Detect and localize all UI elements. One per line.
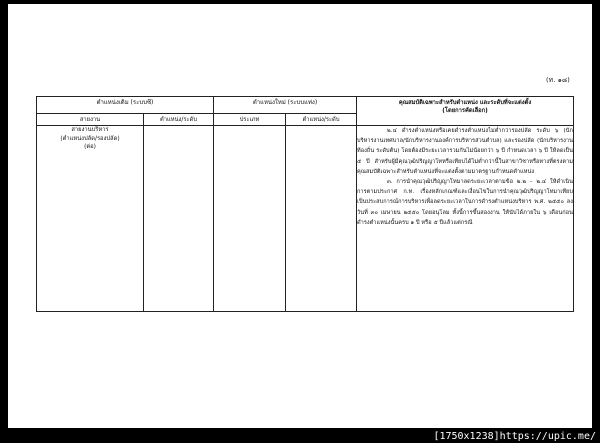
page-number: (ท. ๑๘) bbox=[545, 76, 570, 84]
work-line-header: สายงาน bbox=[37, 114, 144, 126]
table-group-header-row bbox=[37, 97, 574, 114]
new-position-level-header: ตำแหน่ง/ระดับ bbox=[286, 114, 357, 126]
new-position-level-cell bbox=[286, 126, 357, 312]
qualifications-header bbox=[357, 97, 574, 126]
type-cell bbox=[214, 126, 286, 312]
position-qualification-table bbox=[36, 96, 574, 312]
qualification-paragraph-3: ๓. การนำคุณวุฒิปริญญาโทมาลดระยะเวลาตามข้อ ๒.๒ – ๒.๔ ให้ดำเนินการตามประกาศ ก.ท. เรื่องหลักเกณฑ์และเงื่อนไขในการนำคุณวุฒิปริญญาโทมาเทียบเป็นประสบการณ์การบริหารเพื่อลดระยะเวลาในการดำรงตำแหน่งบริหาร พ.ศ. ๒๕๕๐ ลงวันที่ ๓๐ เมษายน ๒๕๕๐ โดยอนุโลม ทั้งนี้การขึ้นสองงาน ให้นับได้ภายใน ๖ เดือนก่อนดำรงตำแหน่งนั้นครบ ๑ ปี หรือ ๕ ปีแล้วแต่กรณี bbox=[357, 179, 573, 226]
work-line-text-1: สายงานบริหาร bbox=[71, 127, 109, 133]
upload-watermark: [1750x1238]https://upic.me/ bbox=[433, 431, 596, 442]
old-position-header: ตำแหน่งเดิม (ระบบซี) bbox=[37, 97, 214, 114]
work-line-cell bbox=[37, 126, 144, 312]
table-row bbox=[37, 126, 574, 312]
type-header: ประเภท bbox=[214, 114, 286, 126]
old-position-level-header: ตำแหน่ง/ระดับ bbox=[144, 114, 214, 126]
old-position-level-cell bbox=[144, 126, 214, 312]
qualification-paragraph-2-4: ๒.๔ ดำรงตำแหน่งหรือเคยดำรงตำแหน่งไม่ต่ำกว่ารองปลัด ระดับ ๖ (นักบริหารงานเทศบาล/นักบริหารงานองค์การบริหารส่วนตำบล) และรองปลัด (นักบริหารงานท้องถิ่น ระดับต้น) โดยต้องมีระยะเวลารวมกันไม่น้อยกว่า ๖ ปี กำหนดเวลา ๖ ปี ให้ลดเป็น ๕ ปี สำหรับผู้มีคุณวุฒิปริญญาโทหรือเทียบได้ไม่ต่ำกว่านี้ในสาขาวิชาหรือทางที่ตรงตามคุณสมบัติเฉพาะสำหรับตำแหน่งที่จะแต่งตั้งตามมาตรฐานกำหนดตำแหน่ง bbox=[357, 128, 573, 175]
work-line-text-2: (ตำแหน่งปลัด/รองปลัด) bbox=[60, 135, 120, 142]
qualifications-header-line-1: คุณสมบัติเฉพาะสำหรับตำแหน่ง และระดับที่จะแต่งตั้ง bbox=[398, 100, 532, 106]
qualifications-cell bbox=[357, 126, 574, 312]
work-line-text-3: (ต่อ) bbox=[84, 144, 96, 150]
qualifications-header-line-2: (โดยการคัดเลือก) bbox=[442, 108, 488, 114]
document-page bbox=[8, 4, 592, 428]
new-position-header: ตำแหน่งใหม่ (ระบบแท่ง) bbox=[214, 97, 357, 114]
